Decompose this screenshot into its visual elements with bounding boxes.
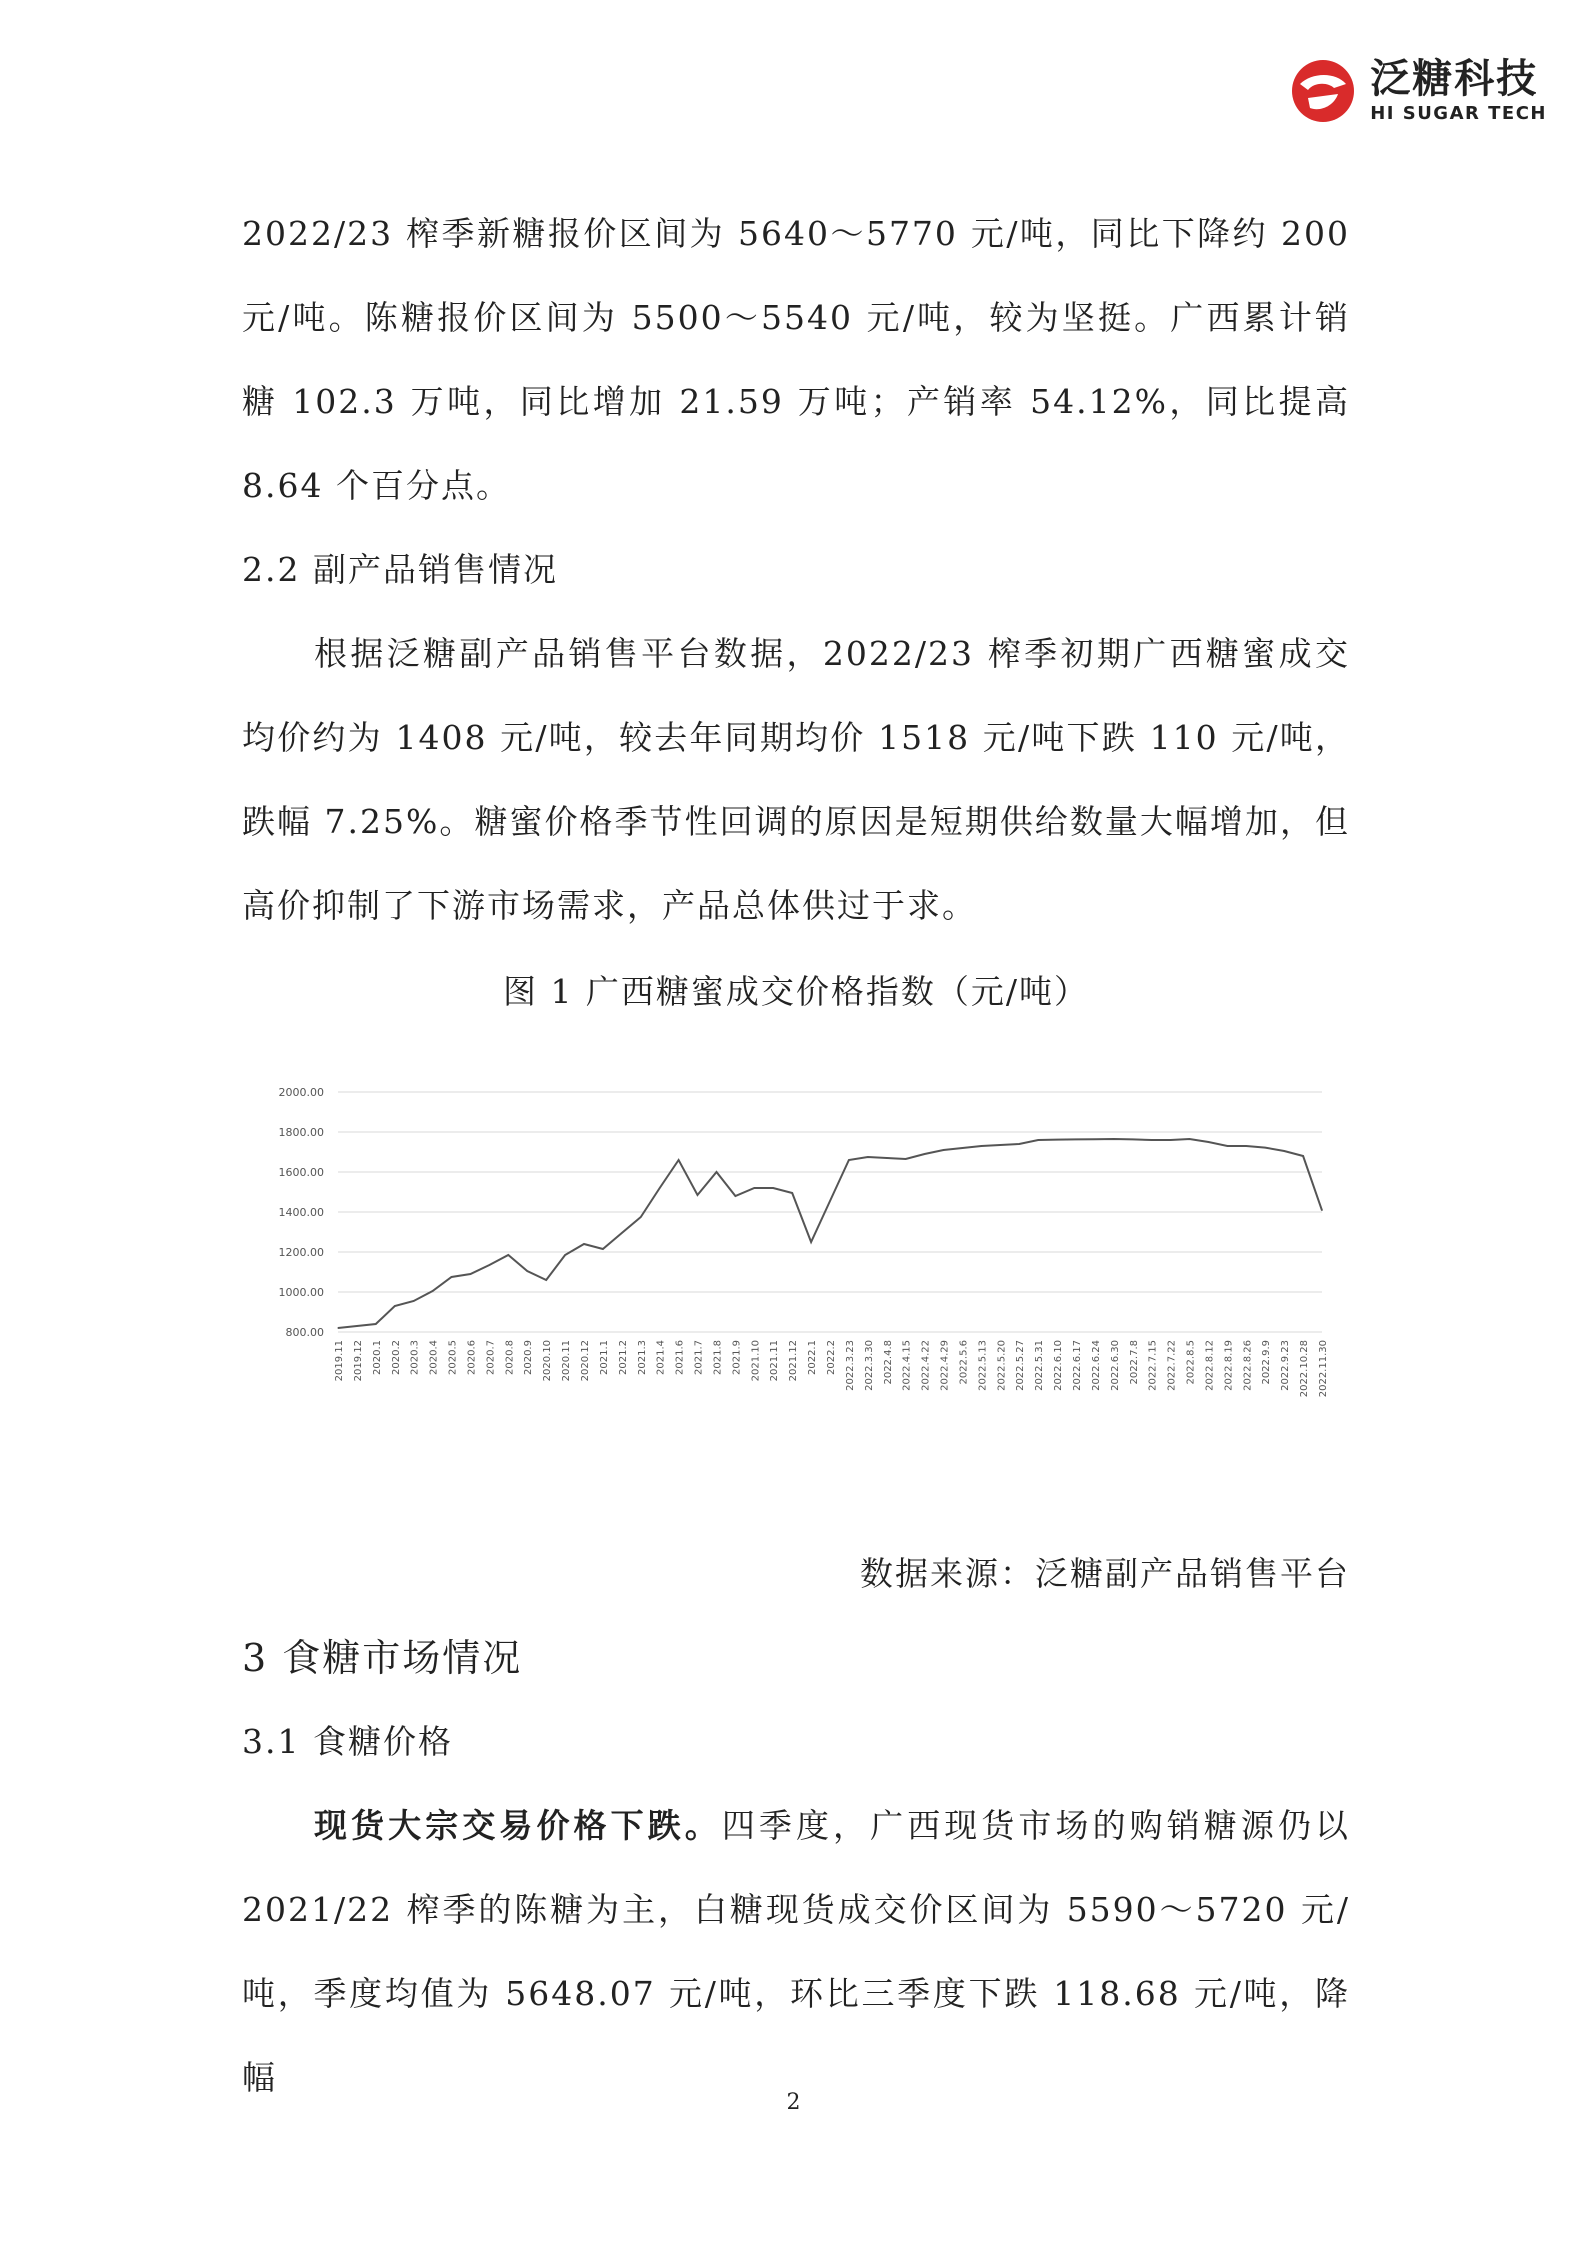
data-point — [470, 1273, 471, 1274]
data-point — [905, 1158, 906, 1159]
x-tick-label: 2019.11 — [334, 1340, 345, 1382]
section-heading-3: 3 食糖市场情况 — [242, 1636, 523, 1680]
x-tick-label: 2022.4.29 — [939, 1340, 951, 1391]
x-tick-label: 2022.10.28 — [1299, 1340, 1311, 1398]
data-point — [924, 1153, 925, 1154]
x-tick-label: 2022.8.19 — [1223, 1340, 1235, 1391]
paragraph-molasses-sales: 根据泛糖副产品销售平台数据，2022/23 榨季初期广西糖蜜成交均价约为 1408 元/吨，较去年同期均价 1518 元/吨下跌 110 元/吨，跌幅 7.25%。糖蜜价格季节性回调的原因是短期供给数量大幅增加，但高价抑制了下游市场需求，产品总体供过于求。 — [242, 634, 1350, 925]
y-tick-label: 1800.00 — [278, 1126, 324, 1139]
x-tick-label: 2021.11 — [769, 1340, 781, 1382]
series-line — [338, 1139, 1322, 1328]
data-point — [754, 1187, 755, 1188]
x-tick-label: 2022.4.8 — [882, 1340, 894, 1385]
data-point — [810, 1241, 811, 1242]
x-tick-label: 2022.2 — [826, 1340, 837, 1375]
x-tick-label: 2022.1 — [807, 1340, 819, 1375]
x-tick-label: 2022.5.31 — [1034, 1340, 1046, 1391]
x-tick-label: 2022.6.10 — [1053, 1340, 1065, 1391]
data-point — [1265, 1147, 1266, 1148]
logo-chinese-name: 泛糖科技 — [1370, 56, 1539, 102]
y-tick-label: 2000.00 — [278, 1086, 324, 1099]
x-tick-label: 2020.4 — [428, 1340, 440, 1375]
paragraph-new-sugar-prices: 2022/23 榨季新糖报价区间为 5640～5770 元/吨，同比下降约 200 元/吨。陈糖报价区间为 5500～5540 元/吨，较为坚挺。广西累计销糖 102.3 万吨，同比增加 21.59 万吨；产销率 54.12%，同比提高 8.64 个百分点。 — [242, 214, 1350, 505]
data-point — [943, 1149, 944, 1150]
x-tick-label: 2021.3 — [636, 1340, 648, 1375]
data-point — [659, 1187, 660, 1188]
figure-title: 图 1 广西糖蜜成交价格指数（元/吨） — [502, 972, 1090, 1011]
x-tick-label: 2022.6.17 — [1072, 1340, 1083, 1391]
data-point — [678, 1159, 679, 1160]
x-tick-label: 2021.9 — [731, 1340, 743, 1375]
data-point — [716, 1171, 717, 1172]
x-tick-label: 2020.10 — [542, 1340, 554, 1382]
data-point — [602, 1248, 603, 1249]
data-point — [1151, 1139, 1152, 1140]
data-point — [1132, 1139, 1133, 1140]
data-point — [583, 1243, 584, 1244]
x-tick-label: 2022.11.30 — [1318, 1340, 1329, 1398]
data-source-note: 数据来源：泛糖副产品销售平台 — [860, 1554, 1350, 1593]
x-tick-label: 2021.1 — [598, 1340, 610, 1375]
data-point — [735, 1195, 736, 1196]
data-point — [1075, 1139, 1076, 1140]
data-point — [1000, 1144, 1001, 1145]
x-tick-label: 2022.9.9 — [1261, 1340, 1273, 1385]
x-tick-label: 2022.4.22 — [920, 1340, 932, 1391]
x-tick-label: 2021.12 — [788, 1340, 800, 1382]
x-tick-label: 2020.3 — [409, 1340, 421, 1375]
y-tick-label: 1600.00 — [278, 1166, 324, 1179]
data-point — [792, 1192, 793, 1193]
section-heading-2-2: 2.2 副产品销售情况 — [242, 550, 558, 589]
data-point — [829, 1200, 830, 1201]
y-tick-label: 1000.00 — [278, 1286, 324, 1299]
x-tick-label: 2021.2 — [617, 1340, 629, 1375]
x-tick-label: 2020.6 — [466, 1340, 478, 1375]
data-point — [1189, 1138, 1190, 1139]
x-tick-label: 2020.1 — [371, 1340, 383, 1375]
x-tick-label: 2022.5.13 — [977, 1340, 989, 1391]
data-point — [773, 1187, 774, 1188]
data-point — [1227, 1145, 1228, 1146]
x-tick-label: 2022.9.23 — [1280, 1340, 1292, 1391]
x-tick-label: 2020.5 — [447, 1340, 459, 1375]
data-point — [564, 1254, 565, 1255]
data-point — [1302, 1155, 1303, 1156]
y-tick-label: 1400.00 — [278, 1206, 324, 1219]
x-tick-label: 2022.5.6 — [958, 1340, 970, 1385]
x-tick-label: 2022.8.12 — [1204, 1340, 1216, 1391]
x-tick-label: 2020.2 — [390, 1340, 402, 1375]
page-number: 2 — [786, 2090, 801, 2115]
x-tick-label: 2020.11 — [561, 1340, 573, 1382]
chart-points — [337, 1138, 1322, 1328]
data-point — [848, 1159, 849, 1160]
x-tick-label: 2022.8.5 — [1185, 1340, 1197, 1385]
data-point — [1056, 1139, 1057, 1140]
section-heading-3-1: 3.1 食糖价格 — [242, 1722, 453, 1761]
data-point — [508, 1254, 509, 1255]
x-tick-label: 2021.8 — [712, 1340, 724, 1375]
data-point — [1208, 1141, 1209, 1142]
x-tick-label: 2021.10 — [750, 1340, 762, 1382]
data-point — [356, 1325, 357, 1326]
data-point — [1321, 1210, 1322, 1211]
data-point — [375, 1323, 376, 1324]
x-tick-label: 2021.6 — [674, 1340, 686, 1375]
x-tick-label: 2020.7 — [485, 1340, 497, 1375]
logo-mark-icon — [1290, 58, 1356, 124]
data-point — [886, 1157, 887, 1158]
y-tick-label: 1200.00 — [278, 1246, 324, 1259]
x-tick-label: 2022.7.15 — [1147, 1340, 1159, 1391]
x-tick-label: 2022.5.20 — [996, 1340, 1008, 1391]
data-point — [867, 1156, 868, 1157]
x-tick-label: 2020.12 — [580, 1340, 591, 1382]
x-tick-label: 2022.4.15 — [901, 1340, 913, 1391]
y-tick-label: 800.00 — [285, 1326, 324, 1339]
molasses-price-line-chart — [262, 1070, 1342, 1510]
x-tick-label: 2021.7 — [693, 1340, 705, 1375]
x-tick-label: 2022.7.8 — [1128, 1340, 1140, 1385]
data-point — [1284, 1150, 1285, 1151]
data-point — [527, 1270, 528, 1271]
data-point — [337, 1327, 338, 1328]
x-tick-label: 2022.6.24 — [1090, 1340, 1102, 1391]
x-tick-label: 2020.8 — [504, 1340, 516, 1375]
company-logo — [1290, 58, 1547, 124]
paragraph-body: 四季度，广西现货市场的购销糖源仍以 2021/22 榨季的陈糖为主，白糖现货成交价区间为 5590～5720 元/吨，季度均值为 5648.07 元/吨，环比三季度下跌 118.68 元/吨，降幅 — [242, 1806, 1351, 2097]
data-point — [640, 1216, 641, 1217]
data-point — [1019, 1143, 1020, 1144]
data-point — [413, 1300, 414, 1301]
data-point — [1113, 1138, 1114, 1139]
data-point — [1170, 1139, 1171, 1140]
data-point — [1094, 1139, 1095, 1140]
x-tick-label: 2022.6.30 — [1109, 1340, 1121, 1391]
x-tick-label: 2022.3.30 — [863, 1340, 875, 1391]
data-point — [981, 1145, 982, 1146]
x-tick-label: 2022.5.27 — [1015, 1340, 1027, 1391]
data-point — [962, 1147, 963, 1148]
paragraph-sugar-spot-prices — [242, 1784, 1350, 2120]
chart-y-axis — [279, 1086, 325, 1339]
data-point — [621, 1232, 622, 1233]
chart-x-axis — [334, 1340, 1329, 1397]
data-point — [394, 1305, 395, 1306]
chart-grid — [338, 1092, 1322, 1332]
data-point — [697, 1194, 698, 1195]
data-point — [546, 1279, 547, 1280]
data-point — [489, 1264, 490, 1265]
paragraph-lead-bold: 现货大宗交易价格下跌。 — [314, 1806, 722, 1845]
data-point — [1246, 1145, 1247, 1146]
x-tick-label: 2022.3.23 — [844, 1340, 856, 1391]
data-point — [1038, 1139, 1039, 1140]
data-point — [451, 1276, 452, 1277]
x-tick-label: 2022.8.26 — [1242, 1340, 1254, 1391]
x-tick-label: 2019.12 — [352, 1340, 364, 1382]
logo-english-name: HI SUGAR TECH — [1370, 103, 1547, 124]
data-point — [432, 1290, 433, 1291]
x-tick-label: 2022.7.22 — [1166, 1340, 1178, 1391]
x-tick-label: 2021.4 — [655, 1340, 667, 1375]
x-tick-label: 2020.9 — [523, 1340, 535, 1375]
